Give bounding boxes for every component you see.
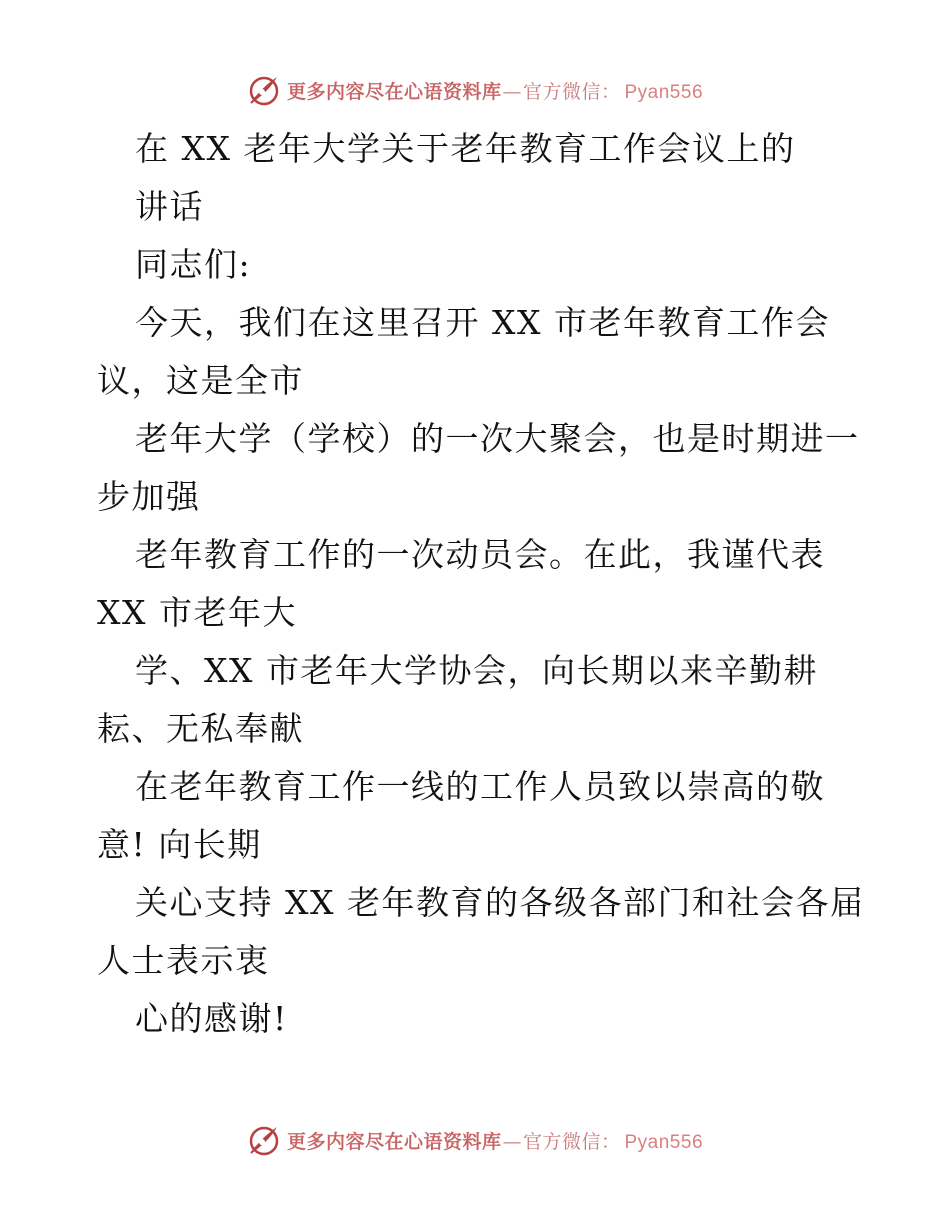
banner-wechat-id: Pyan556 <box>624 81 704 103</box>
document-line: 议，这是全市 <box>97 361 304 400</box>
header-banner <box>0 70 950 110</box>
banner-text <box>287 1127 703 1154</box>
banner-text <box>287 77 703 104</box>
document-line: 同志们: <box>135 245 252 284</box>
document-line: 人士表示衷 <box>97 941 270 980</box>
banner-dash: — <box>502 80 522 103</box>
document-line: 心的感谢! <box>135 999 288 1038</box>
banner-wechat-label: 官方微信： <box>522 1130 621 1153</box>
document-line: 步加强 <box>97 477 201 516</box>
document-line: 老年大学（学校）的一次大聚会，也是时期进一 <box>135 419 860 458</box>
document-line: 在老年教育工作一线的工作人员致以崇高的敬 <box>135 767 825 806</box>
banner-dash: — <box>502 1130 522 1153</box>
footer-banner <box>0 1120 950 1160</box>
banner-site-text: 更多内容尽在心语资料库 <box>286 80 502 103</box>
banner-wechat-id: Pyan556 <box>624 1131 704 1153</box>
document-line: 意! 向长期 <box>97 825 262 864</box>
document-line: 耘、无私奉献 <box>97 709 304 748</box>
document-line: 今天，我们在这里召开 XX 市老年教育工作会 <box>135 303 830 342</box>
document-line: 讲话 <box>135 187 204 226</box>
banner-wechat-label: 官方微信： <box>522 80 621 103</box>
document-body <box>97 120 867 1048</box>
document-line: XX 市老年大 <box>97 593 297 632</box>
quill-pen-logo-icon <box>247 73 281 107</box>
document-line: 关心支持 XX 老年教育的各级各部门和社会各届 <box>135 883 865 922</box>
quill-pen-logo-icon <box>247 1123 281 1157</box>
banner-site-text: 更多内容尽在心语资料库 <box>286 1130 502 1153</box>
document-line: 学、XX 市老年大学协会，向长期以来辛勤耕 <box>135 651 818 690</box>
document-line: 在 XX 老年大学关于老年教育工作会议上的 <box>135 129 796 168</box>
document-line: 老年教育工作的一次动员会。在此，我谨代表 <box>135 535 825 574</box>
